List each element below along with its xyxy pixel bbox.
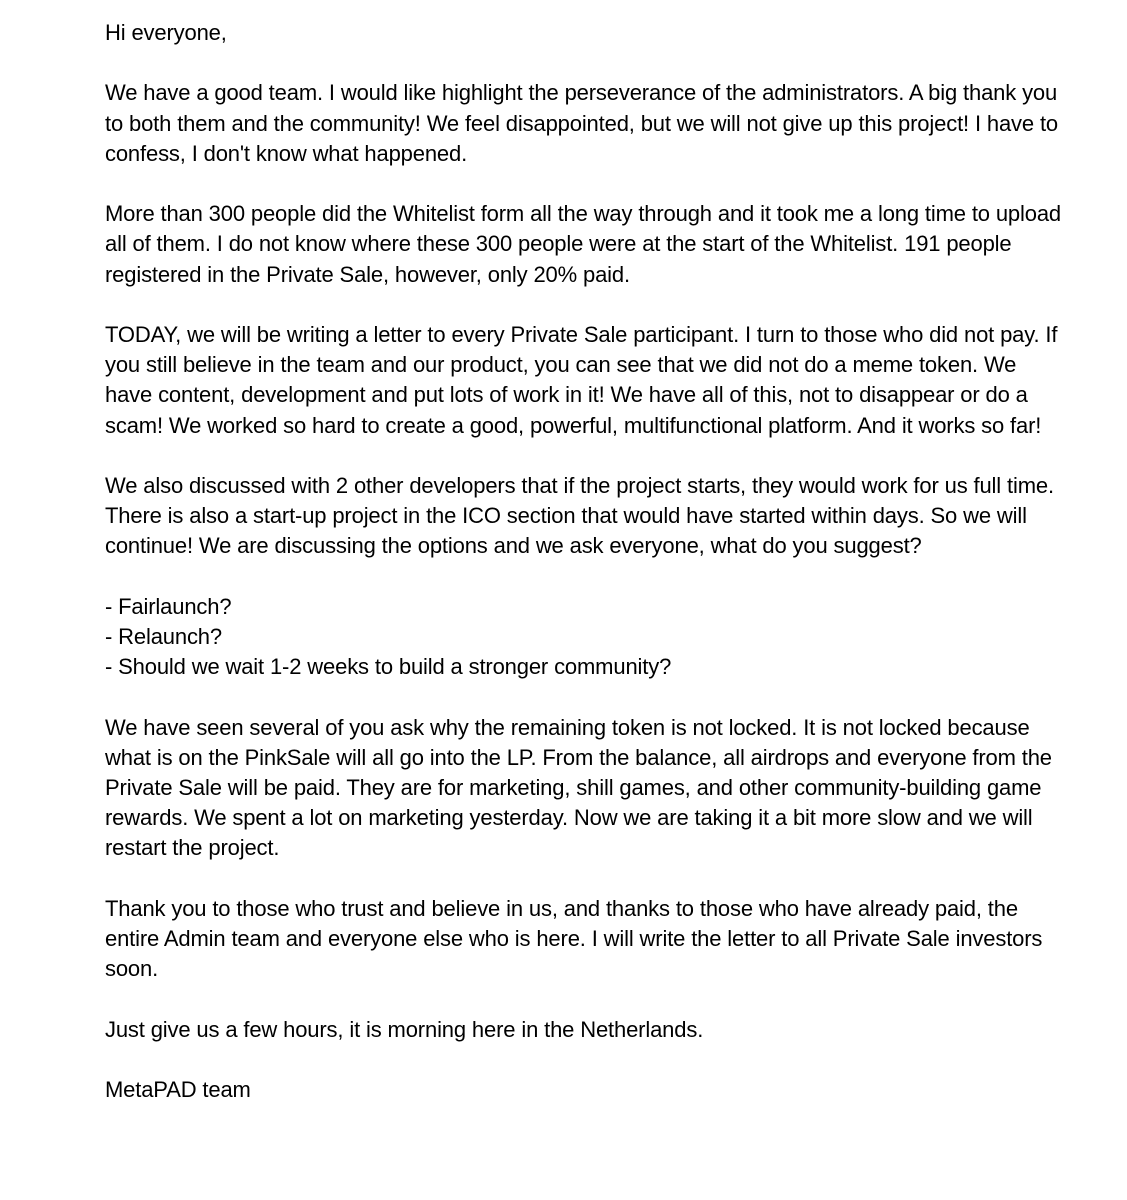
option-fairlaunch: - Fairlaunch? <box>105 593 232 619</box>
option-relaunch: - Relaunch? <box>105 623 222 649</box>
signature: MetaPAD team <box>105 1076 251 1102</box>
paragraph-private-sale: TODAY, we will be writing a letter to every Private Sale participant. I turn to those who did not pay. If you still believe in the team and our product, you can see that we did not do a meme token. We have content, development and put lots of work in it! We have all of this, not to disappear or do a scam! We worked so hard to create a good, powerful, multifunctional platform. And it works so far! <box>105 321 1058 438</box>
options-list <box>105 592 1065 683</box>
option-wait: - Should we wait 1-2 weeks to build a stronger community? <box>105 654 672 680</box>
paragraph-whitelist: More than 300 people did the Whitelist form all the way through and it took me a long time to upload all of them. I do not know where these 300 people were at the start of the Whitelist. 191 people registered in the Private Sale, however, only 20% paid. <box>105 201 1062 287</box>
paragraph-token-lock: We have seen several of you ask why the remaining token is not locked. It is not locked because what is on the PinkSale will all go into the LP. From the balance, all airdrops and everyone from the Private Sale will be paid. They are for marketing, shill games, and other community-building game rewards. We spent a lot on marketing yesterday. Now we are taking it a bit more slow and we will restart the project. <box>105 714 1052 861</box>
greeting: Hi everyone, <box>105 20 227 45</box>
paragraph-timing: Just give us a few hours, it is morning here in the Netherlands. <box>105 1016 704 1042</box>
paragraph-thanks: Thank you to those who trust and believe in us, and thanks to those who have already paid, the entire Admin team and everyone else who is here. I will write the letter to all Private Sale investors soon. <box>105 895 1043 982</box>
letter-document <box>105 18 1065 1135</box>
paragraph-developers: We also discussed with 2 other developers that if the project starts, they would work for us full time. There is also a start-up project in the ICO section that would have started within days. So we will continue! We are discussing the options and we ask everyone, what do you suggest? <box>105 472 1054 559</box>
paragraph-team: We have a good team. I would like highlight the perseverance of the administrators. A big thank you to both them and the community! We feel disappointed, but we will not give up this project! I have to confess, I don't know what happened. <box>105 80 1058 166</box>
